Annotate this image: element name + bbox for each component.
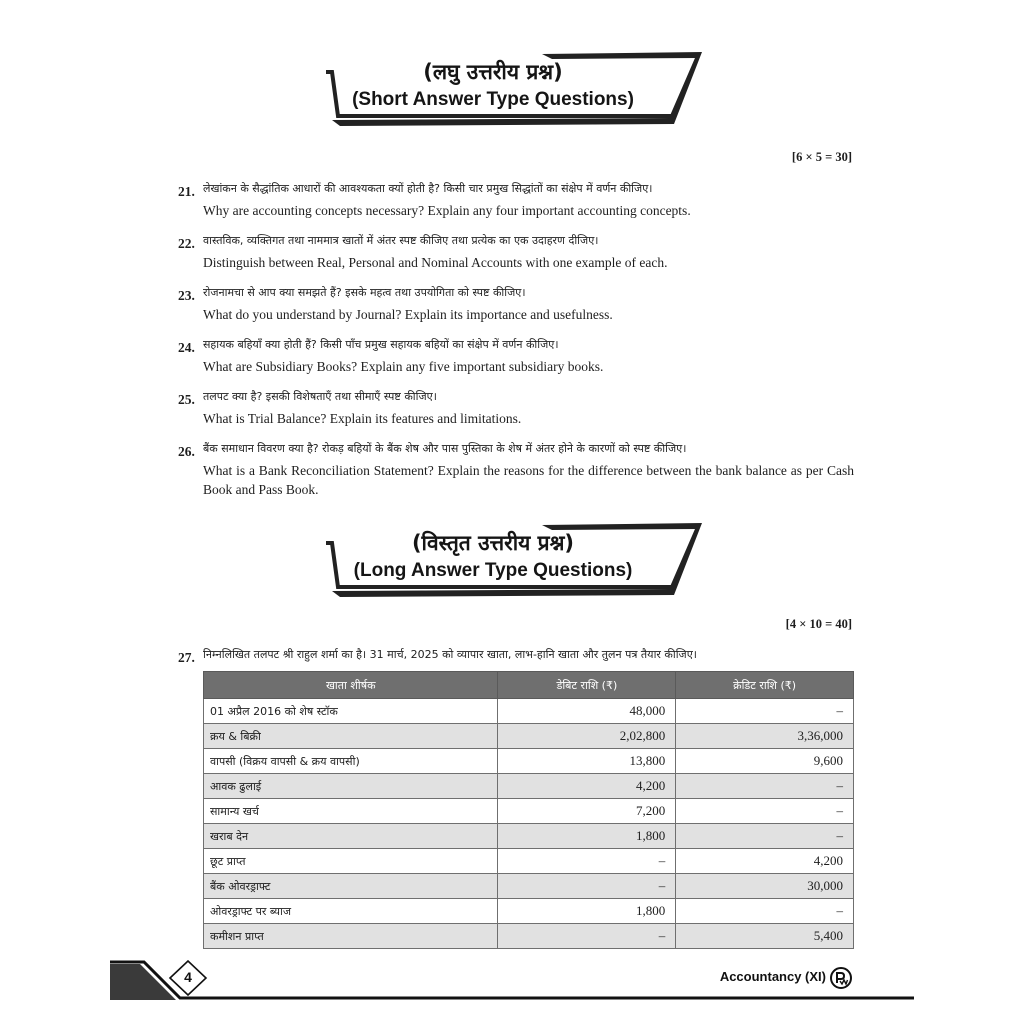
debit-cell: – xyxy=(498,874,676,899)
question-27 xyxy=(178,647,854,663)
question-24 xyxy=(178,337,854,376)
question-number: 23. xyxy=(178,288,195,303)
account-head-cell: क्रय & बिक्री xyxy=(204,724,498,749)
credit-cell: 9,600 xyxy=(676,749,854,774)
table-row xyxy=(204,874,854,899)
page-number: 4 xyxy=(184,969,192,985)
question-hindi: सहायक बहियाँ क्या होती हैं? किसी पाँच प्रमुख सहायक बहियों का संक्षेप में वर्णन कीजिए। xyxy=(203,338,559,351)
credit-cell: – xyxy=(676,899,854,924)
question-26 xyxy=(178,441,854,499)
debit-cell: 7,200 xyxy=(498,799,676,824)
credit-cell: – xyxy=(676,699,854,724)
short-answer-title-hindi: (लघु उत्तरीय प्रश्न) xyxy=(423,60,563,84)
question-english: What are Subsidiary Books? Explain any five important subsidiary books. xyxy=(203,359,604,374)
credit-cell: 4,200 xyxy=(676,849,854,874)
credit-cell: 3,36,000 xyxy=(676,724,854,749)
question-hindi: रोजनामचा से आप क्या समझते हैं? इसके महत्व तथा उपयोगिता को स्पष्ट कीजिए। xyxy=(203,286,526,299)
table-row xyxy=(204,774,854,799)
question-21 xyxy=(178,181,854,220)
column-header-credit: क्रेडिट राशि (₹) xyxy=(676,672,854,699)
credit-cell: – xyxy=(676,799,854,824)
question-english: Why are accounting concepts necessary? Explain any four important accounting concepts. xyxy=(203,203,691,218)
question-number: 27. xyxy=(178,650,195,665)
question-number: 26. xyxy=(178,444,195,459)
debit-cell: 2,02,800 xyxy=(498,724,676,749)
long-answer-title-hindi: (विस्तृत उत्तरीय प्रश्न) xyxy=(411,531,575,555)
column-header-account-head: खाता शीर्षक xyxy=(204,672,498,699)
question-hindi: लेखांकन के सैद्धांतिक आधारों की आवश्यकता क्यों होती है? किसी चार प्रमुख सिद्धांतों का संक्षेप में वर्णन कीजिए। xyxy=(203,182,653,195)
column-header-debit: डेबिट राशि (₹) xyxy=(498,672,676,699)
credit-cell: – xyxy=(676,774,854,799)
question-english: What is a Bank Reconciliation Statement? Explain the reasons for the difference between the bank balance as per Cash Book and Pass Book. xyxy=(203,463,854,497)
question-hindi: वास्तविक, व्यक्तिगत तथा नाममात्र खातों में अंतर स्पष्ट कीजिए तथा प्रत्येक का एक उदाहरण दीजिए। xyxy=(203,234,599,247)
question-22 xyxy=(178,233,854,272)
question-number: 21. xyxy=(178,184,195,199)
table-row xyxy=(204,924,854,949)
short-answer-banner xyxy=(322,50,704,126)
account-head-cell: खराब देन xyxy=(204,824,498,849)
footer-subject: Accountancy (XI) xyxy=(719,969,826,984)
table-row xyxy=(204,699,854,724)
long-answer-banner xyxy=(322,521,704,597)
table-row xyxy=(204,849,854,874)
question-number: 24. xyxy=(178,340,195,355)
table-row xyxy=(204,799,854,824)
debit-cell: 1,800 xyxy=(498,899,676,924)
table-row xyxy=(204,899,854,924)
account-head-cell: वापसी (विक्रय वापसी & क्रय वापसी) xyxy=(204,749,498,774)
credit-cell: 30,000 xyxy=(676,874,854,899)
account-head-cell: कमीशन प्राप्त xyxy=(204,924,498,949)
account-head-cell: छूट प्राप्त xyxy=(204,849,498,874)
debit-cell: – xyxy=(498,849,676,874)
long-answer-marks: [4 × 10 = 40] xyxy=(785,617,852,631)
short-answer-title-english: (Short Answer Type Questions) xyxy=(352,89,634,110)
debit-cell: – xyxy=(498,924,676,949)
footer-decoration xyxy=(0,960,1024,1024)
debit-cell: 48,000 xyxy=(498,699,676,724)
question-25 xyxy=(178,389,854,428)
table-header-row xyxy=(204,672,854,699)
question-english: What is Trial Balance? Explain its features and limitations. xyxy=(203,411,522,426)
question-hindi: तलपट क्या है? इसकी विशेषताएँ तथा सीमाएँ स्पष्ट कीजिए। xyxy=(203,390,437,403)
question-hindi: निम्नलिखित तलपट श्री राहुल शर्मा का है। 31 मार्च, 2025 को व्यापार खाता, लाभ-हानि खाता और तुलन पत्र तैयार कीजिए। xyxy=(203,648,697,661)
short-answer-marks: [6 × 5 = 30] xyxy=(791,150,852,164)
trial-balance-table xyxy=(203,671,854,949)
question-23 xyxy=(178,285,854,324)
pw-logo-icon xyxy=(830,967,852,989)
account-head-cell: ओवरड्राफ्ट पर ब्याज xyxy=(204,899,498,924)
long-answer-title-english: (Long Answer Type Questions) xyxy=(353,560,633,581)
account-head-cell: सामान्य खर्च xyxy=(204,799,498,824)
debit-cell: 4,200 xyxy=(498,774,676,799)
question-english: What do you understand by Journal? Explain its importance and usefulness. xyxy=(203,307,613,322)
debit-cell: 13,800 xyxy=(498,749,676,774)
account-head-cell: 01 अप्रैल 2016 को शेष स्टॉक xyxy=(204,699,498,724)
table-row xyxy=(204,724,854,749)
account-head-cell: बैंक ओवरड्राफ्ट xyxy=(204,874,498,899)
credit-cell: – xyxy=(676,824,854,849)
debit-cell: 1,800 xyxy=(498,824,676,849)
credit-cell: 5,400 xyxy=(676,924,854,949)
question-number: 22. xyxy=(178,236,195,251)
table-row xyxy=(204,824,854,849)
question-hindi: बैंक समाधान विवरण क्या है? रोकड़ बहियों के बैंक शेष और पास पुस्तिका के शेष में अंतर होने के कारणों को स्पष्ट कीजिए। xyxy=(203,442,687,455)
table-row xyxy=(204,749,854,774)
account-head-cell: आवक ढुलाई xyxy=(204,774,498,799)
question-number: 25. xyxy=(178,392,195,407)
question-english: Distinguish between Real, Personal and Nominal Accounts with one example of each. xyxy=(203,255,668,270)
